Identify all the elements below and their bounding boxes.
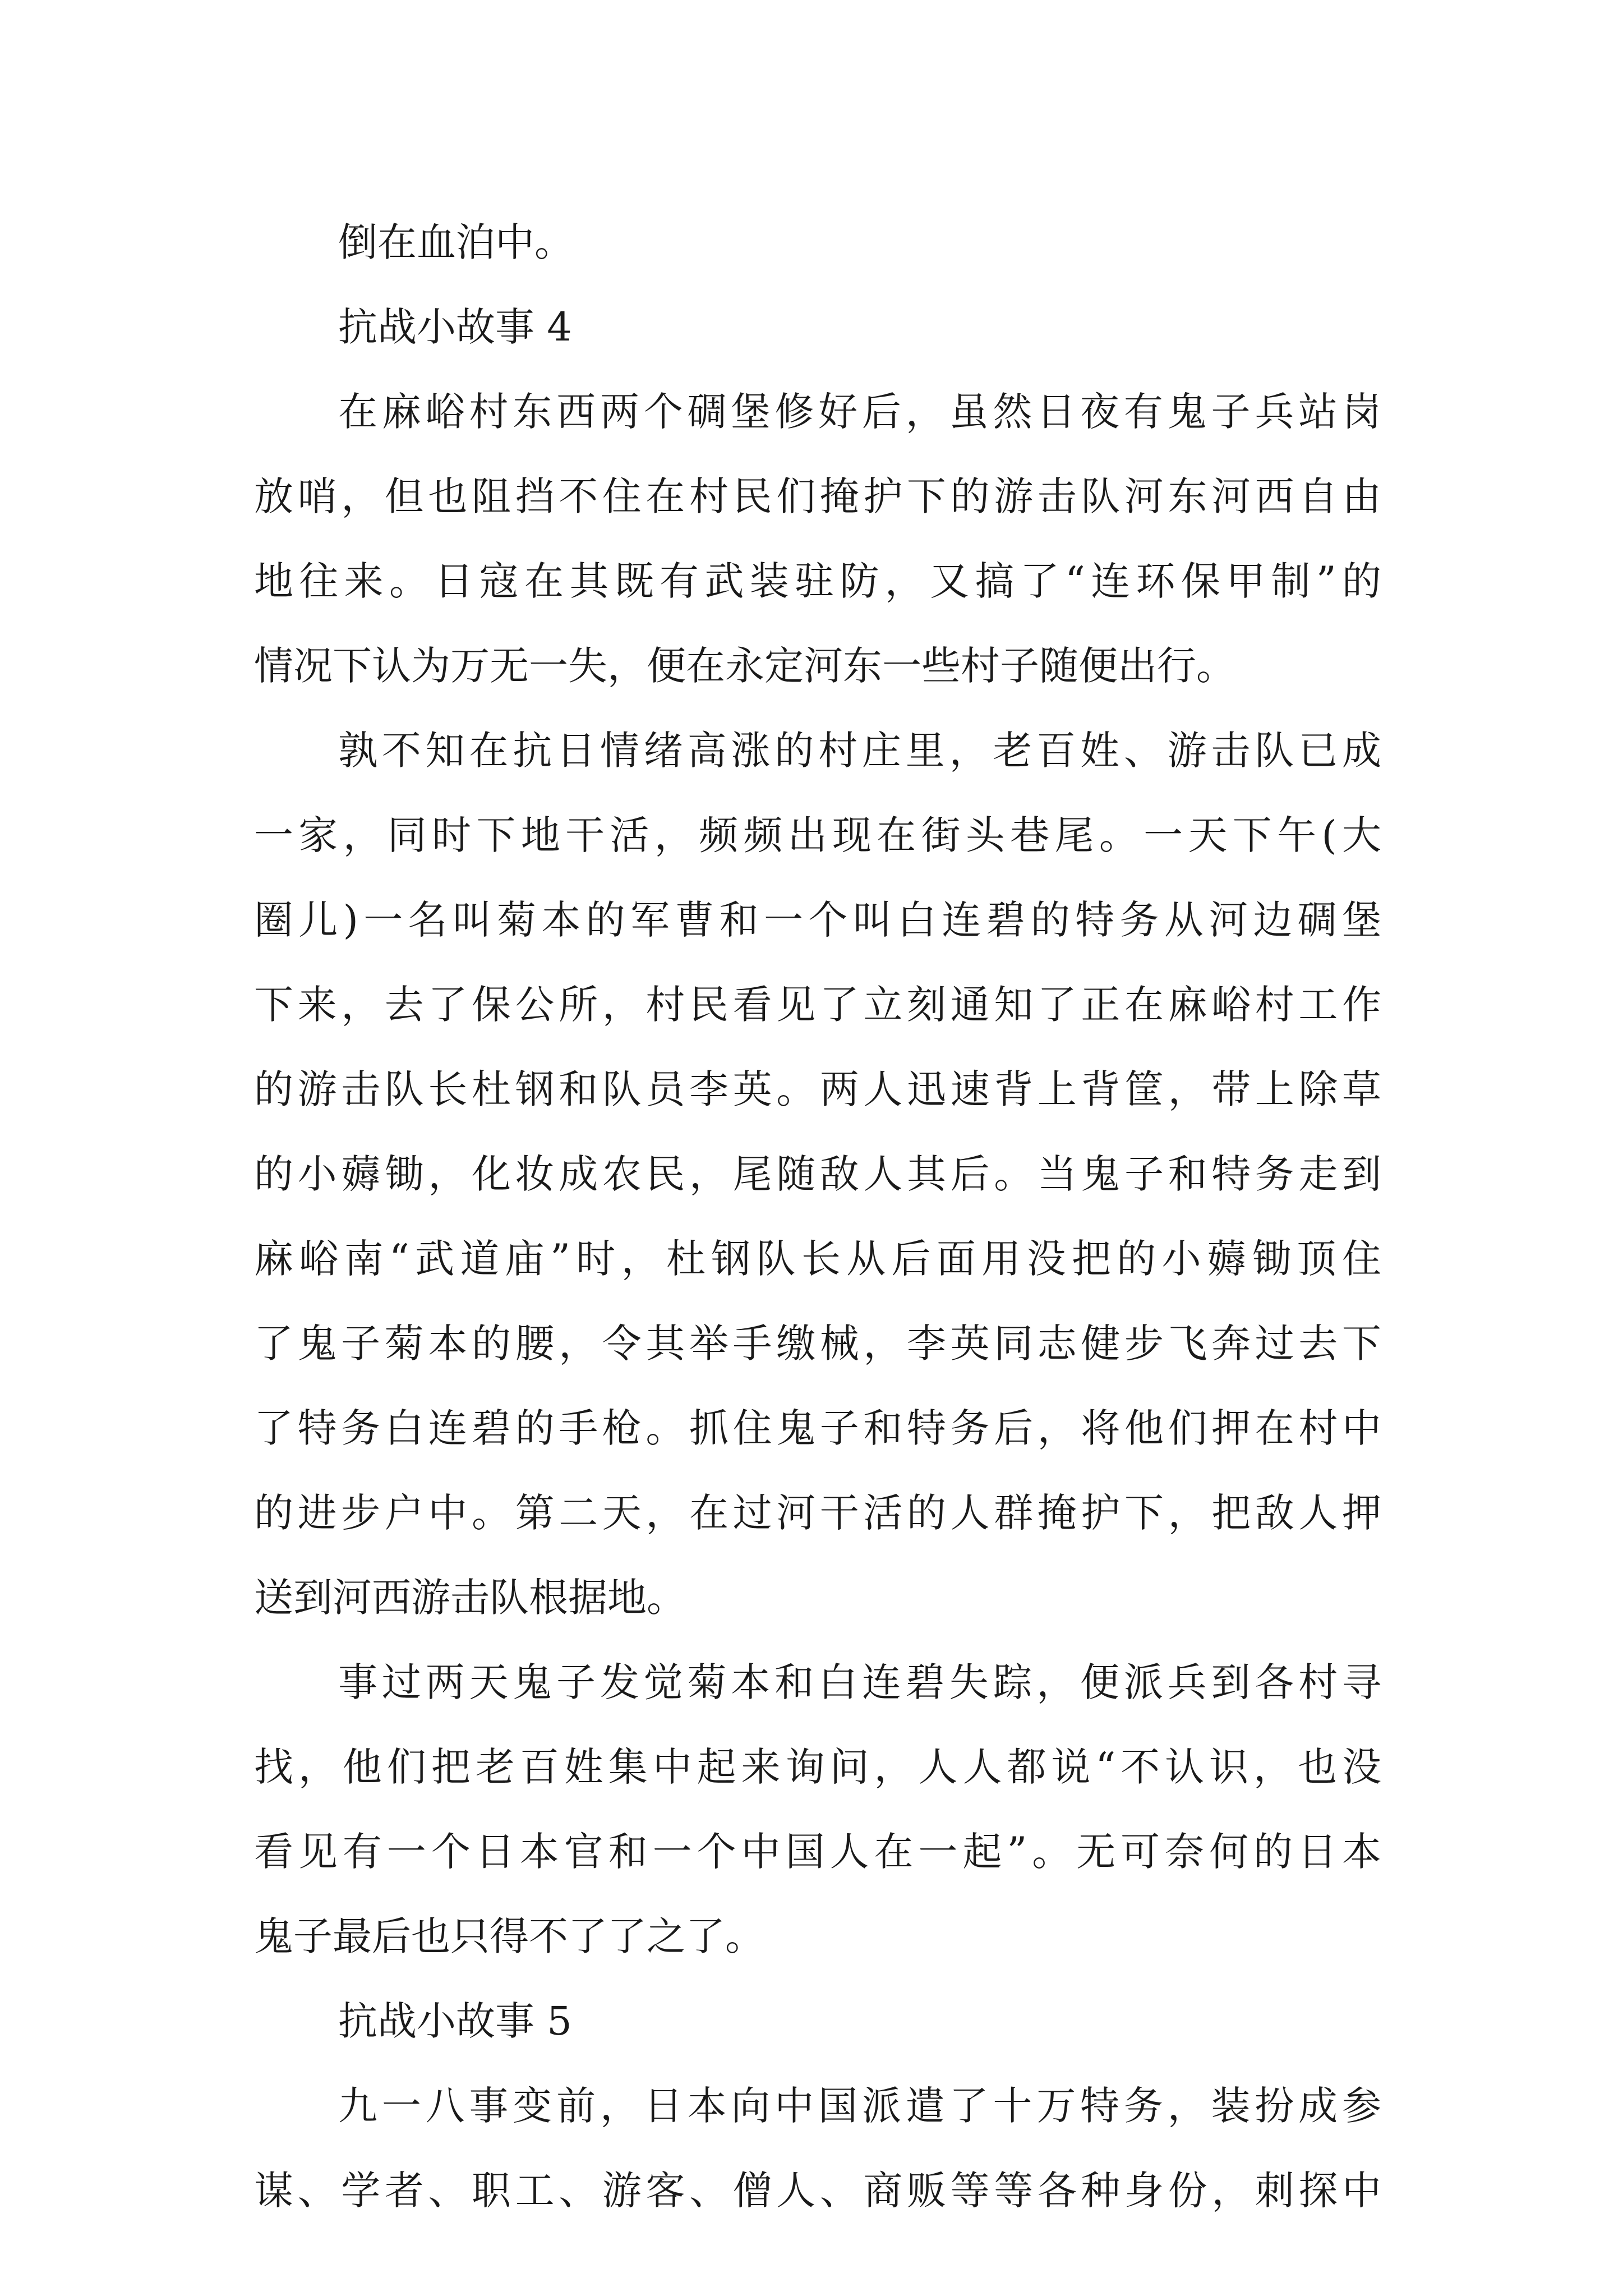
- text-line: 一家，同时下地干活，频频出现在街头巷尾。一天下午(大: [254, 812, 1381, 858]
- text-line: 的小薅锄，化妆成农民，尾随敌人其后。当鬼子和特务走到: [254, 1151, 1381, 1197]
- section-heading: 抗战小故事 5: [338, 1998, 572, 2044]
- text-line: 事过两天鬼子发觉菊本和白连碧失踪，便派兵到各村寻: [338, 1659, 1381, 1705]
- text-line: 看见有一个日本官和一个中国人在一起”。无可奈何的日本: [254, 1829, 1381, 1875]
- text-line: 了特务白连碧的手枪。抓住鬼子和特务后，将他们押在村中: [254, 1405, 1381, 1451]
- text-line: 在麻峪村东西两个碉堡修好后，虽然日夜有鬼子兵站岗: [338, 389, 1381, 435]
- text-line: 下来，去了保公所，村民看见了立刻通知了正在麻峪村工作: [254, 982, 1381, 1028]
- text-line: 谋、学者、职工、游客、僧人、商贩等等各种身份，刺探中: [254, 2168, 1381, 2214]
- text-line: 的游击队长杜钢和队员李英。两人迅速背上背筐，带上除草: [254, 1066, 1381, 1112]
- text-line: 了鬼子菊本的腰，令其举手缴械，李英同志健步飞奔过去下: [254, 1320, 1381, 1366]
- text-line: 鬼子最后也只得不了了之了。: [254, 1913, 764, 1959]
- text-line: 情况下认为万无一失，便在永定河东一些村子随便出行。: [254, 643, 1235, 689]
- text-line: 的进步户中。第二天，在过河干活的人群掩护下，把敌人押: [254, 1490, 1381, 1536]
- text-line: 麻峪南“武道庙”时，杜钢队长从后面用没把的小薅锄顶住: [254, 1236, 1381, 1282]
- text-line: 孰不知在抗日情绪高涨的村庄里，老百姓、游击队已成: [338, 728, 1381, 774]
- text-line: 地往来。日寇在其既有武装驻防，又搞了“连环保甲制”的: [254, 558, 1381, 604]
- text-line: 送到河西游击队根据地。: [254, 1575, 686, 1621]
- text-line: 找，他们把老百姓集中起来询问，人人都说“不认识，也没: [254, 1744, 1381, 1790]
- text-line: 倒在血泊中。: [338, 219, 574, 265]
- text-line: 九一八事变前，日本向中国派遣了十万特务，装扮成参: [338, 2083, 1381, 2129]
- text-line: 放哨，但也阻挡不住在村民们掩护下的游击队河东河西自由: [254, 473, 1381, 519]
- section-heading: 抗战小故事 4: [338, 304, 572, 350]
- text-line: 圈儿)一名叫菊本的军曹和一个叫白连碧的特务从河边碉堡: [254, 897, 1381, 943]
